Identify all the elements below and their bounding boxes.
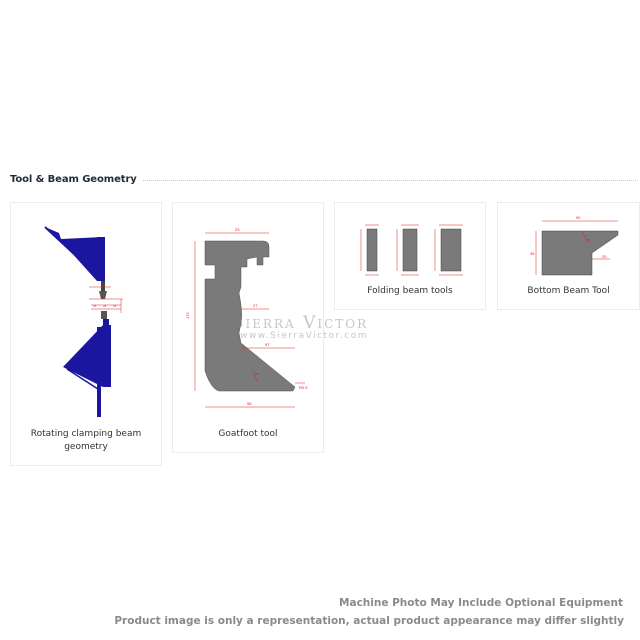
svg-text:23: 23: [235, 227, 240, 232]
folding-beam-tools-card[interactable]: [334, 202, 486, 310]
section-header: [10, 172, 638, 186]
svg-text:27: 27: [253, 303, 258, 308]
svg-text:45°: 45°: [586, 238, 591, 242]
goatfoot-tool-card[interactable]: [172, 202, 324, 453]
svg-text:90: 90: [576, 215, 581, 220]
svg-text:24: 24: [93, 304, 97, 308]
optional-equipment-disclaimer: Machine Photo May Include Optional Equipment: [339, 597, 623, 609]
svg-text:172: 172: [185, 312, 190, 319]
section-divider: [143, 180, 638, 181]
goatfoot-tool-caption: Goatfoot tool: [218, 429, 278, 439]
rotating-clamping-beam-caption: Rotating clamping beam geometry: [30, 429, 142, 452]
svg-text:25: 25: [103, 304, 107, 308]
svg-text:30°: 30°: [255, 372, 260, 376]
folding-beam-tools-diagram: [335, 203, 487, 283]
bottom-beam-tool-diagram: [498, 203, 640, 283]
svg-text:35: 35: [530, 251, 535, 256]
rotating-clamping-beam-card[interactable]: [10, 202, 162, 466]
goatfoot-tool-diagram: [173, 203, 325, 425]
watermark-brand: Sierra Victor: [231, 313, 369, 333]
folding-beam-tools-caption: Folding beam tools: [367, 286, 453, 296]
rotating-clamping-beam-diagram: [11, 203, 163, 425]
svg-text:R0.5: R0.5: [299, 385, 308, 390]
representation-disclaimer: Product image is only a representation, actual product appearance may differ slightly: [114, 615, 624, 627]
bottom-beam-tool-caption: Bottom Beam Tool: [527, 286, 610, 296]
svg-text:20: 20: [602, 254, 607, 259]
bottom-beam-tool-card[interactable]: [497, 202, 640, 310]
watermark-url: www.SierraVictor.com: [239, 331, 369, 341]
svg-text:18: 18: [113, 304, 117, 308]
svg-text:97: 97: [265, 342, 270, 347]
section-title: Tool & Beam Geometry: [10, 173, 137, 185]
svg-text:98: 98: [247, 401, 252, 406]
